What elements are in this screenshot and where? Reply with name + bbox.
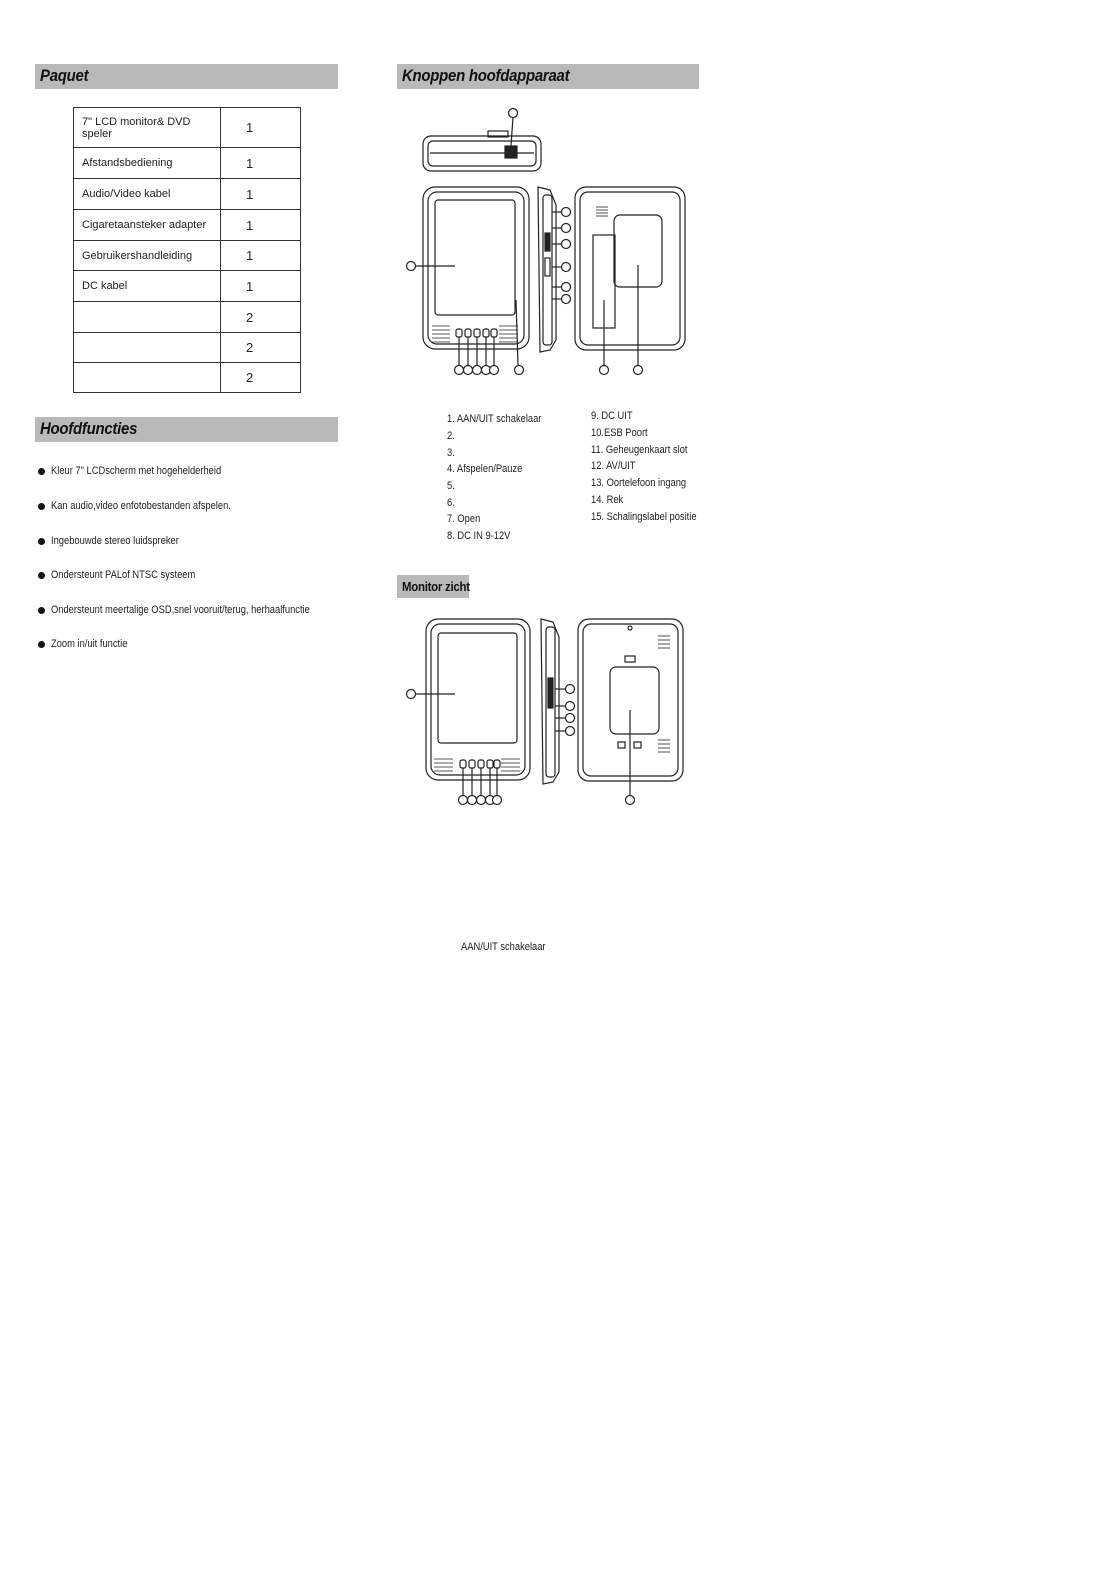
header-hoofdfuncties	[35, 417, 338, 442]
section-title: Hoofdfuncties	[40, 419, 138, 438]
feature-item: Kan audio,video enfotobestanden afspelen.	[38, 500, 263, 512]
section-title: Monitor zicht	[402, 579, 470, 594]
table-row	[74, 241, 301, 271]
device-back-view	[575, 187, 685, 375]
package-qty: 1	[221, 241, 301, 271]
bullet-icon	[38, 607, 45, 614]
legend-item: 5.	[447, 480, 455, 492]
legend-item: 13. Oortelefoon ingang	[591, 477, 687, 489]
table-row	[74, 271, 301, 302]
feature-item: Ingebouwde stereo luidspreker	[38, 535, 201, 547]
legend-item: 8. DC IN 9-12V	[447, 530, 511, 542]
header-knoppen	[397, 64, 699, 89]
package-item: Afstandsbediening	[74, 148, 221, 179]
legend-item: 3.	[447, 447, 455, 459]
legend-item: 2.	[447, 430, 455, 442]
package-item: Cigaretaansteker adapter	[74, 210, 221, 241]
monitor-side-view	[541, 619, 575, 784]
legend-item: 11. Geheugenkaart slot	[591, 444, 688, 456]
header-monitor	[397, 575, 469, 598]
bullet-icon	[38, 503, 45, 510]
bullet-icon	[38, 468, 45, 475]
bullet-icon	[38, 538, 45, 545]
package-item: Audio/Video kabel	[74, 179, 221, 210]
monitor-back-view	[578, 619, 683, 805]
feature-item: Ondersteunt PALof NTSC systeem	[38, 569, 221, 581]
section-title: Paquet	[40, 66, 89, 85]
device-front-view	[407, 187, 530, 375]
section-title: Knoppen hoofdapparaat	[402, 66, 570, 85]
device-top-view	[423, 109, 541, 172]
legend-item: 1. AAN/UIT schakelaar	[447, 413, 542, 425]
feature-item: Kleur 7" LCDscherm met hogehelderheid	[38, 465, 251, 477]
table-row	[74, 333, 301, 363]
package-item	[74, 333, 221, 363]
package-qty: 1	[221, 108, 301, 148]
legend-item: 4. Afspelen/Pauze	[447, 463, 523, 475]
package-qty: 1	[221, 210, 301, 241]
legend-item: 10.ESB Poort	[591, 427, 648, 439]
package-table	[73, 107, 301, 393]
legend-item: 7. Open	[447, 513, 481, 525]
bullet-icon	[38, 572, 45, 579]
table-row	[74, 302, 301, 333]
table-row	[74, 179, 301, 210]
feature-item: Zoom in/uit functie	[38, 638, 141, 650]
package-item	[74, 302, 221, 333]
legend-item: 9. DC UIT	[591, 410, 633, 422]
package-qty: 1	[221, 271, 301, 302]
table-row	[74, 148, 301, 179]
package-item	[74, 363, 221, 393]
package-item: DC kabel	[74, 271, 221, 302]
package-qty: 2	[221, 363, 301, 393]
feature-item: Ondersteunt meertalige OSD,snel vooruit/terug, herhaalfunctie	[38, 604, 356, 616]
table-row	[74, 108, 301, 148]
table-row	[74, 210, 301, 241]
package-qty: 2	[221, 302, 301, 333]
package-item: 7" LCD monitor& DVD speler	[74, 108, 221, 148]
legend-item: 15. Schalingslabel positie	[591, 511, 697, 523]
table-row	[74, 363, 301, 393]
package-qty: 1	[221, 148, 301, 179]
legend-item: 6.	[447, 497, 455, 509]
legend-item: 12. AV/UIT	[591, 460, 636, 472]
legend-item: 14. Rek	[591, 494, 624, 506]
package-qty: 2	[221, 333, 301, 363]
bullet-icon	[38, 641, 45, 648]
monitor-front-view	[407, 619, 531, 805]
package-item: Gebruikershandleiding	[74, 241, 221, 271]
monitor-legend-item: AAN/UIT schakelaar	[461, 941, 546, 953]
package-qty: 1	[221, 179, 301, 210]
device-side-view	[538, 187, 571, 352]
header-paquet	[35, 64, 338, 89]
